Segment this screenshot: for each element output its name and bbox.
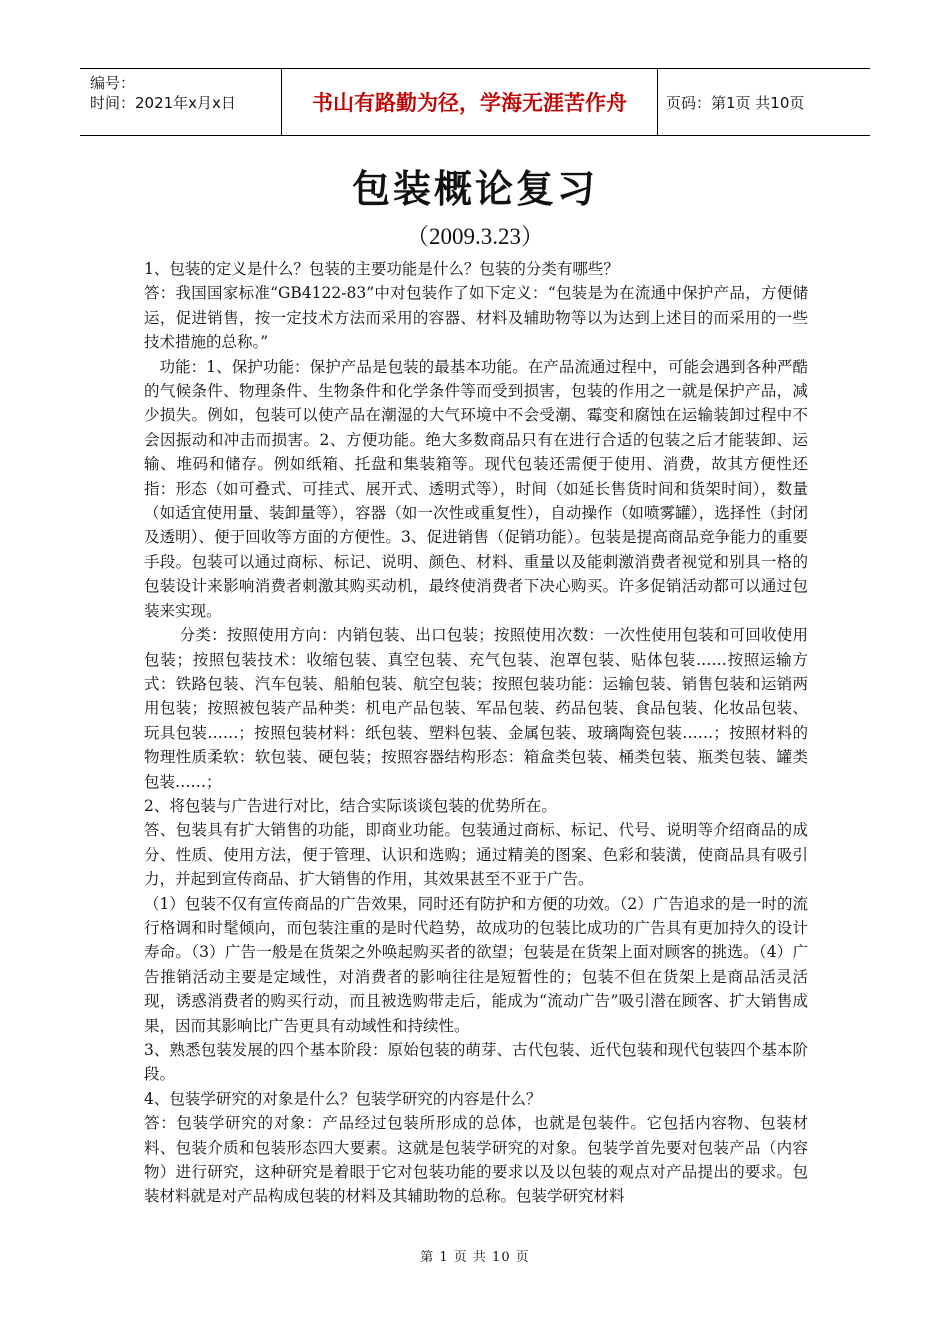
document-date: （2009.3.23） xyxy=(406,224,544,249)
answer-1-definition: 答：我国国家标准“GB4122-83”中对包装作了如下定义：“包装是为在流通中保护产品，方便储运，促进销售，按一定技术方法而采用的容器、材料及辅助物等以为达到上述目的而采用的一些技术措施的总称。” xyxy=(144,284,808,352)
question-2: 2、将包装与广告进行对比，结合实际谈谈包装的优势所在。 xyxy=(144,796,557,815)
answer-2: 答、包装具有扩大销售的功能，即商业功能。包装通过商标、标记、代号、说明等介绍商品的成分、性质、使用方法，便于管理、认识和选购；通过精美的图案、色彩和装潢，使商品具有吸引力，并起到宣传商品、扩大销售的作用，其效果甚至不亚于广告。 xyxy=(144,821,808,889)
header-page-label: 页码：第1页 共10页 xyxy=(666,93,805,112)
time-label: 时间：2021年x月x日 xyxy=(90,94,236,112)
answer-1-functions: 功能：1、保护功能：保护产品是包装的最基本功能。在产品流通过程中，可能会遇到各种严酷的气候条件、物理条件、生物条件和化学条件等而受到损害，包装的作用之一就是保护产品，减少损失。例如，包装可以使产品在潮湿的大气环境中不会受潮、霉变和腐蚀在运输装卸过程中不会因振动和冲击而损害。2、方便功能。绝大多数商品只有在进行合适的包装之后才能装卸、运输、堆码和储存。例如纸箱、托盘和集装箱等。现代包装还需便于使用、消费，故其方便性还指：形态（如可叠式、可挂式、展开式、透明式等），时间（如延长售货时间和货架时间），数量（如适宜使用量、装卸量等），容器（如一次性或重复性），自动操作（如喷雾罐），选择性（封闭及透明）、便于回收等方面的方便性。3、促进销售（促销功能）。包装是提高商品竞争能力的重要手段。包装可以通过商标、标记、说明、颜色、材料、重量以及能刺激消费者视觉和别具一格的包装设计来影响消费者刺激其购买动机，最终使消费者下决心购买。许多促销活动都可以通过包装来实现。 xyxy=(144,357,808,620)
answer-2-points: （1）包装不仅有宣传商品的广告效果，同时还有防护和方便的功效。（2）广告追求的是一时的流行格调和时髦倾向，而包装注重的是时代趋势，故成功的包装比成功的广告具有更加持久的设计寿命。（3）广告一般是在货架之外唤起购买者的欲望；包装是在货架上面对顾客的挑选。（4）广告推销活动主要是定域性，对消费者的影响往往是短暂性的；包装不但在货架上是商品活灵活现，诱惑消费者的购买行动，而且被选购带走后，能成为“流动广告”吸引潜在顾客、扩大销售成果，因而其影响比广告更具有动域性和持续性。 xyxy=(144,894,808,1035)
header-motto: 书山有路勤为径，学海无涯苦作舟 xyxy=(282,69,658,135)
question-4: 4、包装学研究的对象是什么？包装学研究的内容是什么？ xyxy=(144,1089,542,1108)
answer-4: 答：包装学研究的对象：产品经过包装所形成的总体，也就是包装件。它包括内容物、包装材料、包装介质和包装形态四大要素。这就是包装学研究的对象。包装学首先要对包装产品（内容物）进行研究，这种研究是着眼于它对包装功能的要求以及以包装的观点对产品提出的要求。包装材料就是对产品构成包装的材料及其辅助物的总称。包装学研究材料 xyxy=(144,1114,808,1206)
number-label: 编号： xyxy=(90,74,136,92)
question-1: 1、包装的定义是什么？包装的主要功能是什么？包装的分类有哪些？ xyxy=(144,260,619,278)
answer-1-classification: 分类：按照使用方向：内销包装、出口包装；按照使用次数：一次性使用包装和可回收使用包装；按照包装技术：收缩包装、真空包装、充气包装、泡罩包装、贴体包装……按照运输方式：铁路包装、汽车包装、船舶包装、航空包装；按照包装功能：运输包装、销售包装和运销两用包装；按照被包装产品种类：机电产品包装、军品包装、药品包装、食品包装、化妆品包装、玩具包装……；按照包装材料：纸包装、塑料包装、金属包装、玻璃陶瓷包装……；按照材料的物理性质柔软：软包装、硬包装；按照容器结构形态：箱盒类包装、桶类包装、瓶类包装、罐类包装……； xyxy=(144,626,808,791)
header-meta xyxy=(80,69,282,135)
document-body xyxy=(144,257,808,1209)
page-header xyxy=(80,68,870,136)
page-footer: 第 1 页 共 10 页 xyxy=(420,1250,530,1265)
document-title: 包装概论复习 xyxy=(351,167,598,211)
question-3: 3、熟悉包装发展的四个基本阶段：原始包装的萌芽、古代包装、近代包装和现代包装四个基本阶段。 xyxy=(144,1041,808,1084)
